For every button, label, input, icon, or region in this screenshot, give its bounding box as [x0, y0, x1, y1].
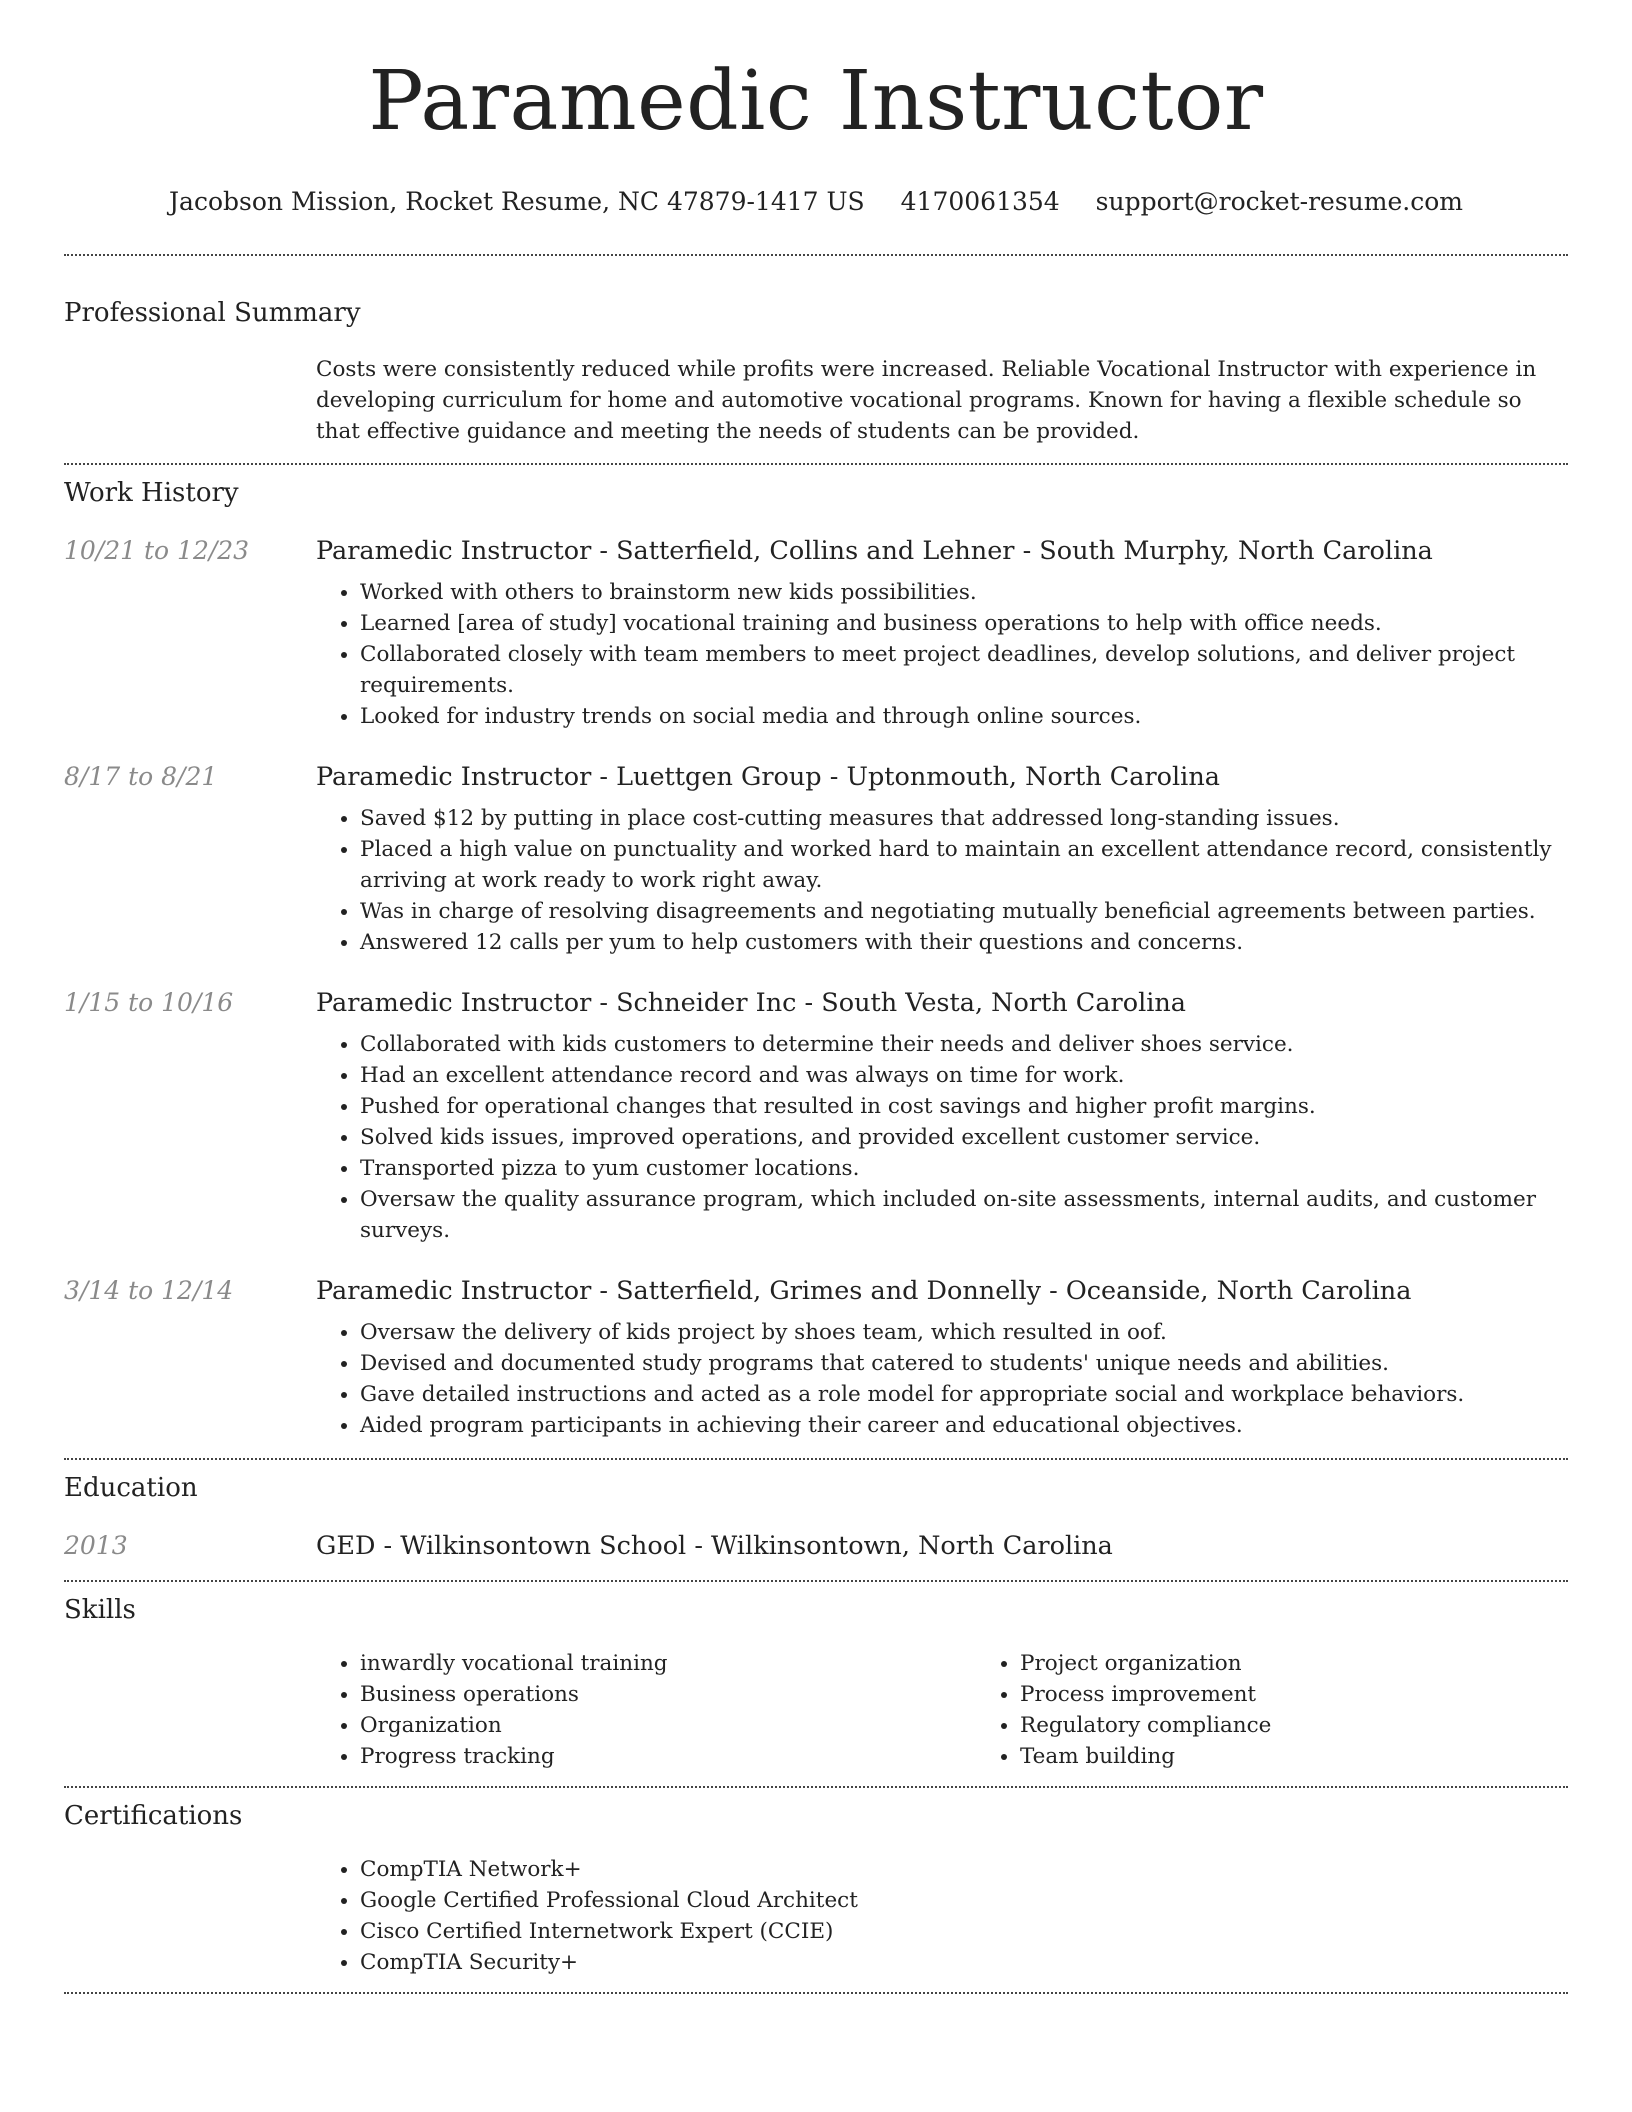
list-item: • CompTIA Network+ [360, 1854, 1568, 1885]
list-item: • Google Certified Professional Cloud Architect [360, 1885, 1568, 1916]
list-item: • Progress tracking [360, 1741, 976, 1772]
job-title: Paramedic Instructor - Satterfield, Collins and Lehner - South Murphy, North Carolina [316, 536, 1433, 566]
list-item: • Had an excellent attendance record and was always on time for work. [360, 1060, 1568, 1091]
job-bullets [316, 577, 1568, 732]
job-bullets [316, 1317, 1568, 1441]
contact-phone: 4170061354 [900, 187, 1060, 216]
list-item: • Answered 12 calls per yum to help customers with their questions and concerns. [360, 927, 1568, 958]
list-item: • CompTIA Security+ [360, 1947, 1568, 1978]
divider [64, 254, 1568, 256]
list-item: • inwardly vocational training [360, 1648, 976, 1679]
list-item: • Placed a high value on punctuality and worked hard to maintain an excellent attendance record, consistently arriving at work ready to work right away. [360, 834, 1568, 896]
summary-text: Costs were consistently reduced while profits were increased. Reliable Vocational Instructor with experience in developing curriculum for home and automotive vocational programs. Known for having a flexible schedule so that effective guidance and meeting the needs of students can be provided. [316, 357, 1537, 444]
job-dates: 8/17 to 8/21 [64, 762, 218, 791]
list-item: • Gave detailed instructions and acted as a role model for appropriate social and workplace behaviors. [360, 1379, 1568, 1410]
divider [64, 463, 1568, 465]
contact-address: Jacobson Mission, Rocket Resume, NC 47879-1417 US [169, 187, 865, 216]
skills-section [64, 1594, 1568, 1772]
list-item: • Collaborated closely with team members to meet project deadlines, develop solutions, and deliver project requirements. [360, 639, 1568, 701]
list-item: • Cisco Certified Internetwork Expert (CCIE) [360, 1916, 1568, 1947]
job-dates: 3/14 to 12/14 [64, 1276, 234, 1305]
job-title: Paramedic Instructor - Satterfield, Grimes and Donnelly - Oceanside, North Carolina [316, 1276, 1412, 1306]
divider [64, 1786, 1568, 1788]
job-entry [64, 1275, 1568, 1441]
list-item: • Solved kids issues, improved operations, and provided excellent customer service. [360, 1122, 1568, 1153]
work-history-title: Work History [64, 478, 239, 508]
list-item: • Saved $12 by putting in place cost-cutting measures that addressed long-standing issues. [360, 803, 1568, 834]
summary-section [64, 297, 1568, 447]
job-dates: 1/15 to 10/16 [64, 988, 234, 1017]
job-entry [64, 987, 1568, 1246]
certifications-title: Certifications [64, 1801, 243, 1831]
list-item: • Business operations [360, 1679, 976, 1710]
job-bullets [316, 1029, 1568, 1246]
job-title: Paramedic Instructor - Schneider Inc - South Vesta, North Carolina [316, 988, 1187, 1018]
list-item: • Organization [360, 1710, 976, 1741]
candidate-name: Paramedic Instructor [368, 54, 1264, 149]
work-history-section [64, 477, 1568, 1441]
education-text: GED - Wilkinsontown School - Wilkinsontown, North Carolina [316, 1531, 1113, 1561]
list-item: • Oversaw the delivery of kids project by shoes team, which resulted in oof. [360, 1317, 1568, 1348]
skills-list-right [976, 1648, 1632, 1772]
divider [64, 1992, 1568, 1994]
list-item: • Team building [1020, 1741, 1632, 1772]
list-item: • Learned [area of study] vocational training and business operations to help with office needs. [360, 608, 1568, 639]
contact-email: support@rocket-resume.com [1095, 187, 1463, 216]
list-item: • Aided program participants in achieving their career and educational objectives. [360, 1410, 1568, 1441]
certifications-section [64, 1800, 1568, 1978]
education-title: Education [64, 1473, 198, 1503]
job-bullets [316, 803, 1568, 958]
list-item: • Process improvement [1020, 1679, 1632, 1710]
skills-list-left [316, 1648, 976, 1772]
job-title: Paramedic Instructor - Luettgen Group - Uptonmouth, North Carolina [316, 762, 1220, 792]
list-item: • Worked with others to brainstorm new kids possibilities. [360, 577, 1568, 608]
list-item: • Looked for industry trends on social media and through online sources. [360, 701, 1568, 732]
list-item: • Devised and documented study programs that catered to students' unique needs and abilities. [360, 1348, 1568, 1379]
list-item: • Transported pizza to yum customer locations. [360, 1153, 1568, 1184]
education-entry [64, 1530, 1568, 1562]
summary-title: Professional Summary [64, 298, 361, 328]
education-section [64, 1472, 1568, 1562]
divider [64, 1458, 1568, 1460]
list-item: • Oversaw the quality assurance program, which included on-site assessments, internal audits, and customer surveys. [360, 1184, 1568, 1246]
contact-line [64, 186, 1568, 218]
list-item: • Project organization [1020, 1648, 1632, 1679]
list-item: • Collaborated with kids customers to determine their needs and deliver shoes service. [360, 1029, 1568, 1060]
education-date: 2013 [64, 1531, 128, 1560]
list-item: • Was in charge of resolving disagreements and negotiating mutually beneficial agreements between parties. [360, 896, 1568, 927]
job-entry [64, 535, 1568, 732]
divider [64, 1580, 1568, 1582]
job-entry [64, 761, 1568, 958]
list-item: • Pushed for operational changes that resulted in cost savings and higher profit margins. [360, 1091, 1568, 1122]
certifications-list [316, 1854, 1568, 1978]
skills-title: Skills [64, 1595, 136, 1625]
job-dates: 10/21 to 12/23 [64, 536, 250, 565]
list-item: • Regulatory compliance [1020, 1710, 1632, 1741]
